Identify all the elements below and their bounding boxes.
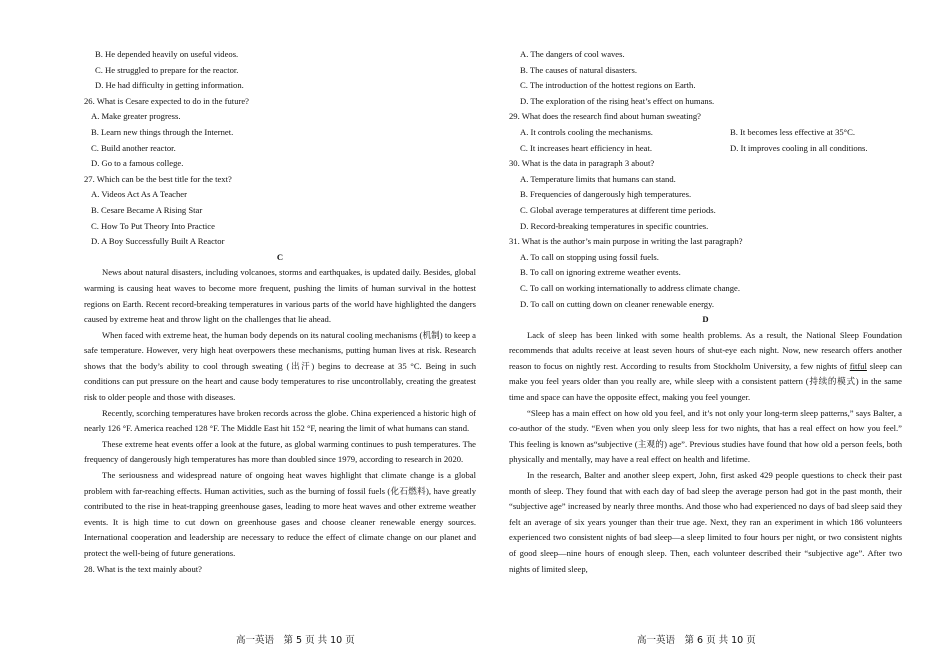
section-c-paragraph-3: Recently, scorching temperatures have broken records across the globe. China experienced a historic high of nearly 126 °F. America reached 128 °F. The Middle East hit 152 °F, nearing the limit of what humans can stand. xyxy=(84,407,476,434)
section-c-paragraph-1: News about natural disasters, including volcanoes, storms and earthquakes, is updated daily. Besides, global warming is causing heat waves to become more frequent, pushing the limits of human survival in the hottest regions on Earth. Recent record-breaking temperatures in various parts of the world have highlighted the dangers caused by extreme heat and throw light on the challenges that lie ahead. xyxy=(84,267,476,325)
page-footer-right: 高一英语 第 6 页 共 10 页 xyxy=(637,635,756,646)
q25-option-c: C. He struggled to prepare for the reactor. xyxy=(95,64,239,75)
q29-option-a: A. It controls cooling the mechanisms. xyxy=(520,126,653,137)
q29-option-d: D. It improves cooling in all conditions. xyxy=(730,142,868,153)
q28-option-c: C. The introduction of the hottest regions on Earth. xyxy=(520,80,696,91)
q28-option-b: B. The causes of natural disasters. xyxy=(520,64,638,75)
q28-option-d: D. The exploration of the rising heat’s effect on humans. xyxy=(520,95,715,106)
q26-option-c: C. Build another reactor. xyxy=(91,142,176,153)
q27-option-b: B. Cesare Became A Rising Star xyxy=(91,204,203,215)
q26-option-d: D. Go to a famous college. xyxy=(91,158,184,169)
section-c-paragraph-5: The seriousness and widespread nature of ongoing heat waves highlight that climate change is a global problem with far-reaching effects. Human activities, such as the burning of fossil fuels (化石燃料), have greatly contributed to the rise in heat-trapping greenhouse gases, leading to more heat waves and other extreme weather events. It is high time to cut down on greenhouse gases and choose cleaner renewable energy sources. International cooperation and leadership are necessary to reduce the effect of climate change on our planet and protect the well-being of future generations. xyxy=(84,470,476,558)
section-d-heading: D xyxy=(702,314,709,325)
q31-option-b: B. To call on ignoring extreme weather events. xyxy=(520,267,681,278)
section-d-p1-text-before: Lack of sleep has been linked with some health problems. As a result, the National Sleep Foundation recommends that adults receive at least seven hours of shut-eye each night. Now, new research offers another reason to focus on nightly rest. According to results from Stockholm University, a few nights of xyxy=(509,329,902,371)
q30-option-c: C. Global average temperatures at different time periods. xyxy=(520,204,716,215)
q27-option-a: A. Videos Act As A Teacher xyxy=(91,189,187,200)
q26-option-a: A. Make greater progress. xyxy=(91,111,181,122)
section-c-heading: C xyxy=(276,251,284,262)
underlined-word-fitful: fitful xyxy=(849,360,867,371)
section-d-paragraph-2: “Sleep has a main effect on how old you feel, and it’s not only your long-term sleep patterns,” says Balter, a co-author of the study. “Even when you only sleep less for two nights, that has a real effect on how you feel.” This feeling is known as“subjective (主观的) age”. Previous studies have found that how old a person feels, both physically and mentally, may have a real effect on health and lifetime. xyxy=(509,407,902,465)
q26-option-b: B. Learn new things through the Internet. xyxy=(91,126,234,137)
q29-option-b: B. It becomes less effective at 35°C. xyxy=(730,126,855,137)
q30-stem: 30. What is the data in paragraph 3 about? xyxy=(509,158,655,169)
q27-option-d: D. A Boy Successfully Built A Reactor xyxy=(91,236,225,247)
q29-options-row-1 xyxy=(509,125,902,141)
q31-stem: 31. What is the author’s main purpose in writing the last paragraph? xyxy=(509,236,743,247)
q25-option-b: B. He depended heavily on useful videos. xyxy=(95,49,239,59)
q30-option-a: A. Temperature limits that humans can stand. xyxy=(520,173,676,184)
q27-stem: 27. Which can be the best title for the text? xyxy=(84,173,232,184)
left-column xyxy=(84,47,476,577)
q31-option-c: C. To call on working internationally to address climate change. xyxy=(520,282,740,293)
section-c-paragraph-2: When faced with extreme heat, the human body depends on its natural cooling mechanisms (机制) to keep a safe temperature. However, very high heat overpowers these mechanisms, putting human lives at risk. Research shows that the body’s ability to cool through sweating (出汗) begins to decrease at 35 °C. Being in such conditions can put pressure on the heart and cause body temperatures to rise uncontrollably, creating the greatest risk to older people and those with diseases. xyxy=(84,329,476,403)
q28-stem: 28. What is the text mainly about? xyxy=(84,563,202,574)
section-d-paragraph-1 xyxy=(509,328,902,406)
q28-option-a: A. The dangers of cool waves. xyxy=(520,49,625,59)
q26-stem: 26. What is Cesare expected to do in the future? xyxy=(84,95,249,106)
q29-stem: 29. What does the research find about human sweating? xyxy=(509,111,701,122)
q31-option-a: A. To call on stopping using fossil fuels. xyxy=(520,251,659,262)
q30-option-d: D. Record-breaking temperatures in specific countries. xyxy=(520,220,709,231)
page-footer-left: 高一英语 第 5 页 共 10 页 xyxy=(236,635,355,646)
q29-option-c: C. It increases heart efficiency in heat. xyxy=(520,142,653,153)
section-d-paragraph-3: In the research, Balter and another sleep expert, John, first asked 429 people questions to check their past month of sleep. They found that with each day of bad sleep the average person had got in the past month, their “subjective age” increased by nearly three months. And those who had experienced no days of bad sleep said they felt an average of six years younger than their true age. Next, they ran an experiment in which 186 volunteers experienced two consistent nights of bad sleep—a sleep limited to four hours per night, or two consistent nights of good sleep—nine hours of enough sleep. Then, each volunteer described their “subjective age”. After two nights of limited sleep, xyxy=(509,470,902,574)
q30-option-b: B. Frequencies of dangerously high temperatures. xyxy=(520,189,692,200)
section-c-paragraph-4: These extreme heat events offer a look at the future, as global warming continues to push temperatures. The frequency of dangerously high temperatures has more than doubled since 1979, according to research in 2020. xyxy=(84,438,476,465)
section-d-p1-text-after: sleep can make you feel years older than you really are, while sleep with a consistent pattern (持续的模式) in the same time and space can have the opposite effect, making you feel younger. xyxy=(509,360,902,403)
q27-option-c: C. How To Put Theory Into Practice xyxy=(91,220,215,231)
q25-option-d: D. He had difficulty in getting information. xyxy=(95,80,244,91)
q31-option-d: D. To call on cutting down on cleaner renewable energy. xyxy=(520,298,714,309)
right-column xyxy=(509,47,902,577)
q29-options-row-2 xyxy=(509,141,902,157)
